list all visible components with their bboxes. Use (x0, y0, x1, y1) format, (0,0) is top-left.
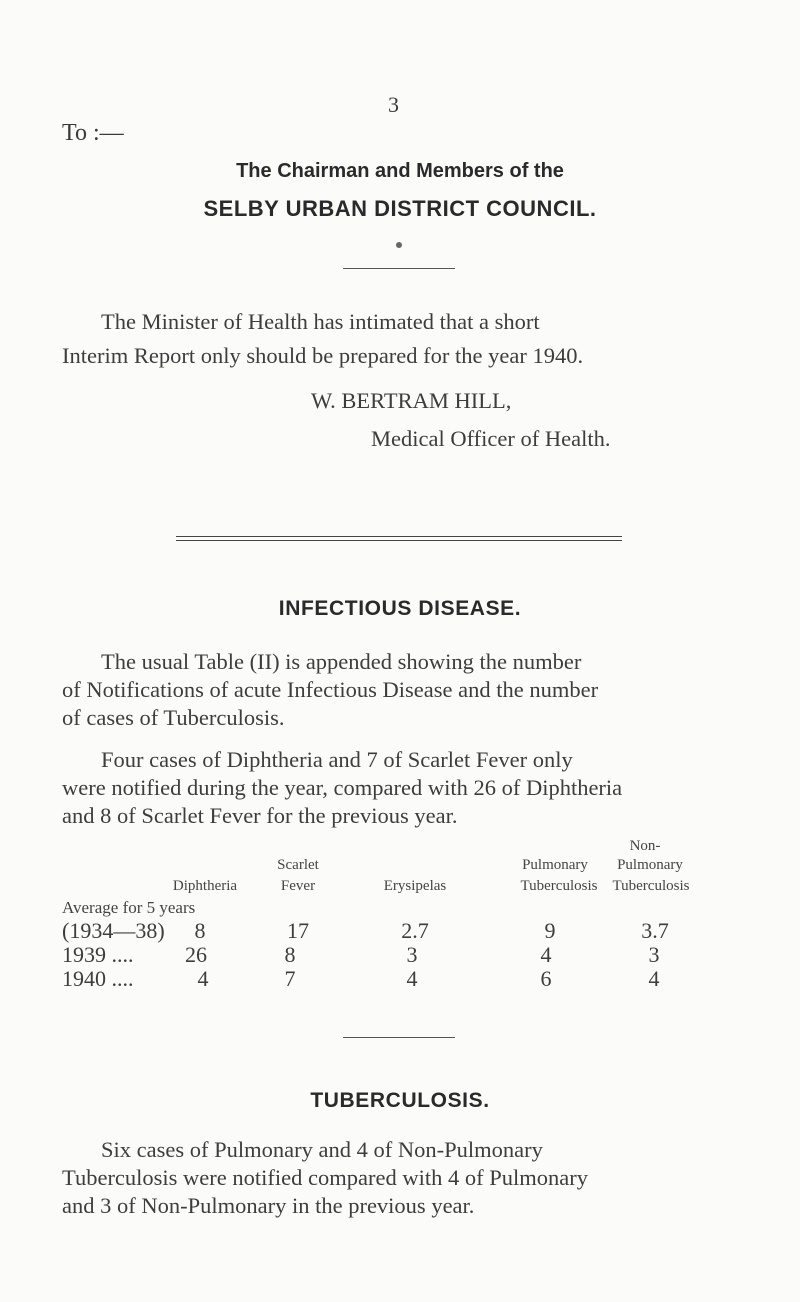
table-cell: 4 (197, 966, 209, 991)
table-cell: 4 (648, 966, 660, 991)
addressee-line-2: SELBY URBAN DISTRICT COUNCIL. (203, 196, 597, 221)
tb-para-line-1: Six cases of Pulmonary and 4 of Non-Pulmonary (101, 1137, 543, 1162)
col-head-nonpulmonary-3: Tuberculosis (612, 878, 690, 894)
col-head-nonpulmonary-1: Non- (629, 838, 661, 854)
signature-title: Medical Officer of Health. (371, 426, 611, 451)
infectious-disease-heading: INFECTIOUS DISEASE. (278, 597, 522, 620)
table-cell: 3 (648, 942, 660, 967)
row-label: (1934—38) (62, 918, 165, 943)
para1-line-1: The usual Table (II) is appended showing the number (101, 649, 582, 674)
double-rule-bottom (176, 540, 622, 541)
table-cell: 9 (544, 918, 556, 943)
bullet-dot (396, 242, 402, 248)
row-label: 1940 .... (62, 966, 134, 991)
col-head-scarlet-1: Scarlet (277, 857, 319, 873)
table-cell: 4 (540, 942, 552, 967)
intro-line-2: Interim Report only should be prepared for the year 1940. (62, 343, 584, 368)
para2-line-2: were notified during the year, compared with 26 of Diphtheria (62, 775, 623, 800)
para2-line-1: Four cases of Diphtheria and 7 of Scarlet Fever only (101, 747, 573, 772)
row-label: 1939 .... (62, 942, 134, 967)
average-label: Average for 5 years (62, 898, 196, 917)
para1-line-2: of Notifications of acute Infectious Disease and the number (62, 677, 599, 702)
page-number: 3 (388, 92, 399, 117)
divider (343, 268, 455, 269)
table-cell: 6 (540, 966, 552, 991)
table-cell: 3 (406, 942, 418, 967)
col-head-scarlet-2: Fever (280, 878, 316, 894)
tuberculosis-heading: TUBERCULOSIS. (310, 1089, 490, 1112)
para2-line-3: and 8 of Scarlet Fever for the previous year. (62, 803, 458, 828)
table-cell: 8 (284, 942, 296, 967)
table-cell: 4 (406, 966, 418, 991)
col-head-pulmonary-2: Tuberculosis (520, 878, 598, 894)
col-head-diphtheria: Diphtheria (172, 878, 238, 894)
para1-line-3: of cases of Tuberculosis. (62, 705, 285, 730)
addressee-line-1: The Chairman and Members of the (236, 160, 564, 182)
table-cell: 8 (194, 918, 206, 943)
tb-para-line-3: and 3 of Non-Pulmonary in the previous year. (62, 1193, 475, 1218)
table-cell: 17 (287, 918, 309, 943)
double-rule-top (176, 536, 622, 537)
col-head-nonpulmonary-2: Pulmonary (617, 857, 683, 873)
col-head-erysipelas: Erysipelas (383, 878, 447, 894)
col-head-pulmonary-1: Pulmonary (522, 857, 588, 873)
table-cell: 7 (284, 966, 296, 991)
tb-para-line-2: Tuberculosis were notified compared with 4 of Pulmonary (62, 1165, 588, 1190)
salutation: To :— (62, 120, 124, 146)
divider (343, 1037, 455, 1038)
table-cell: 3.7 (641, 918, 669, 943)
intro-line-1: The Minister of Health has intimated that a short (101, 309, 540, 334)
signature-name: W. BERTRAM HILL, (311, 388, 512, 413)
table-cell: 26 (185, 942, 207, 967)
table-cell: 2.7 (401, 918, 429, 943)
